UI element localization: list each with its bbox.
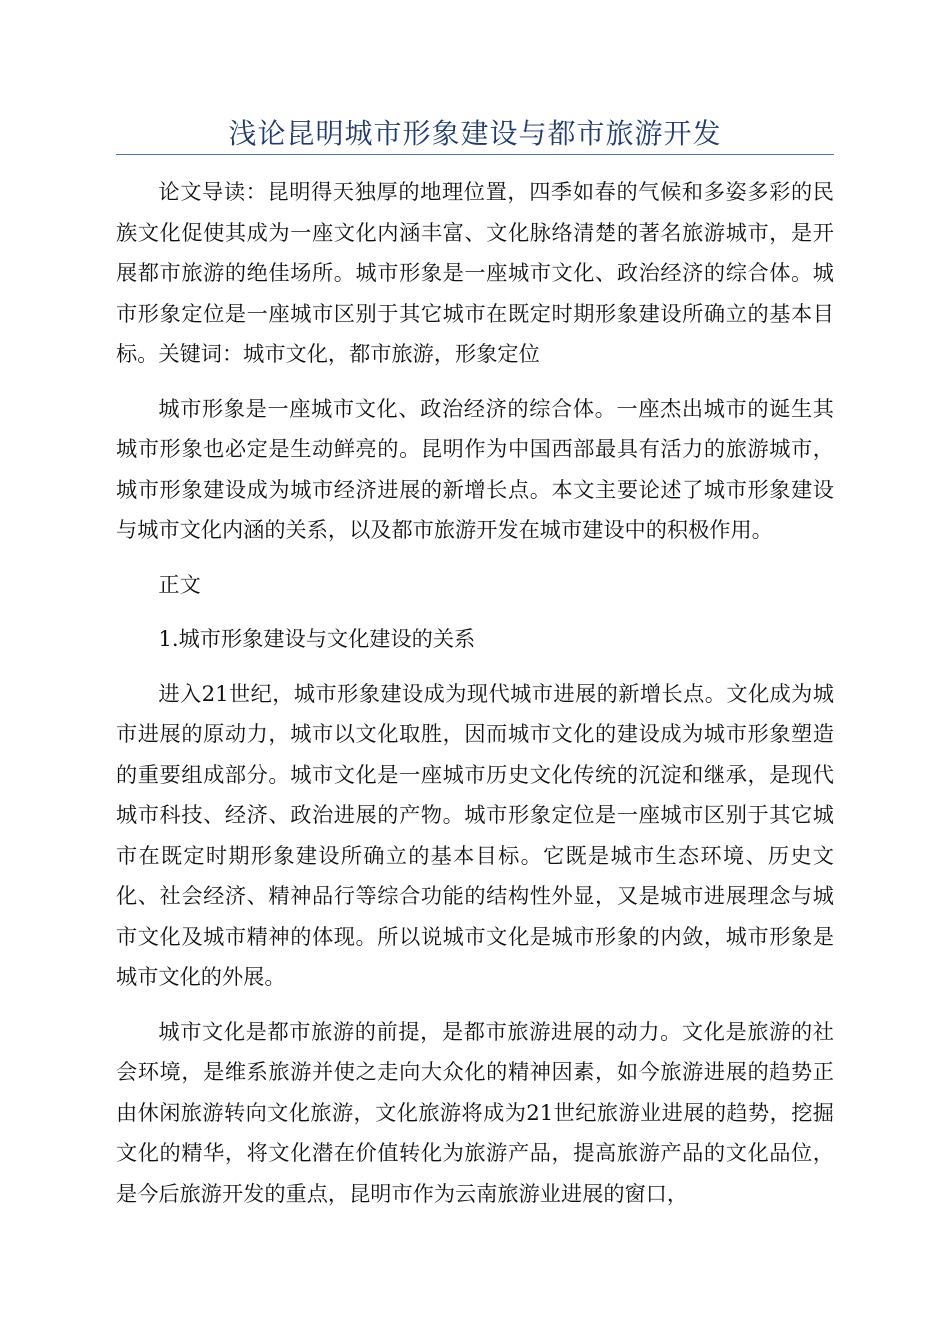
paragraph-section-1: 进入21世纪，城市形象建设成为现代城市进展的新增长点。文化成为城市进展的原动力，城市以文化取胜，因而城市文化的建设成为城市形象塑造的重要组成部分。城市文化是一座城市历史文化传统的沉淀和继承，是现代城市科技、经济、政治进展的产物。城市形象定位是一座城市区别于其它城市在既定时期形象建设所确立的基本目标。它既是城市生态环境、历史文化、社会经济、精神品行等综合功能的结构性外显，又是城市进展理念与城市文化及城市精神的体现。所以说城市文化是城市形象的内敛，城市形象是城市文化的外展。 [116,680,834,989]
section-heading-main-text: 正文 [158,571,201,597]
document-title: 浅论昆明城市形象建设与都市旅游开发 [228,117,722,150]
paragraph-section-1-continued: 城市文化是都市旅游的前提，是都市旅游进展的动力。文化是旅游的社会环境，是维系旅游并使之走向大众化的精神因素，如今旅游进展的趋势正由休闲旅游转向文化旅游，文化旅游将成为21世纪旅游业进展的趋势，挖掘文化的精华，将文化潜在价值转化为旅游产品，提高旅游产品的文化品位，是今后旅游开发的重点，昆明市作为云南旅游业进展的窗口， [116,1018,834,1206]
title-underline [116,154,834,155]
paragraph-intro: 城市形象是一座城市文化、政治经济的综合体。一座杰出城市的诞生其城市形象也必定是生动鲜亮的。昆明作为中国西部最具有活力的旅游城市，城市形象建设成为城市经济进展的新增长点。本文主要论述了城市形象建设与城市文化内涵的关系，以及都市旅游开发在城市建设中的积极作用。 [116,395,834,542]
section-heading-1: 1.城市形象建设与文化建设的关系 [158,626,476,651]
document-body [116,172,834,1228]
paragraph-abstract: 论文导读：昆明得天独厚的地理位置，四季如春的气候和多姿多彩的民族文化促使其成为一座文化内涵丰富、文化脉络清楚的著名旅游城市，是开展都市旅游的绝佳场所。城市形象是一座城市文化、政治经济的综合体。城市形象定位是一座城市区别于其它城市在既定时期形象建设所确立的基本目标。关键词：城市文化，都市旅游，形象定位 [116,179,834,366]
